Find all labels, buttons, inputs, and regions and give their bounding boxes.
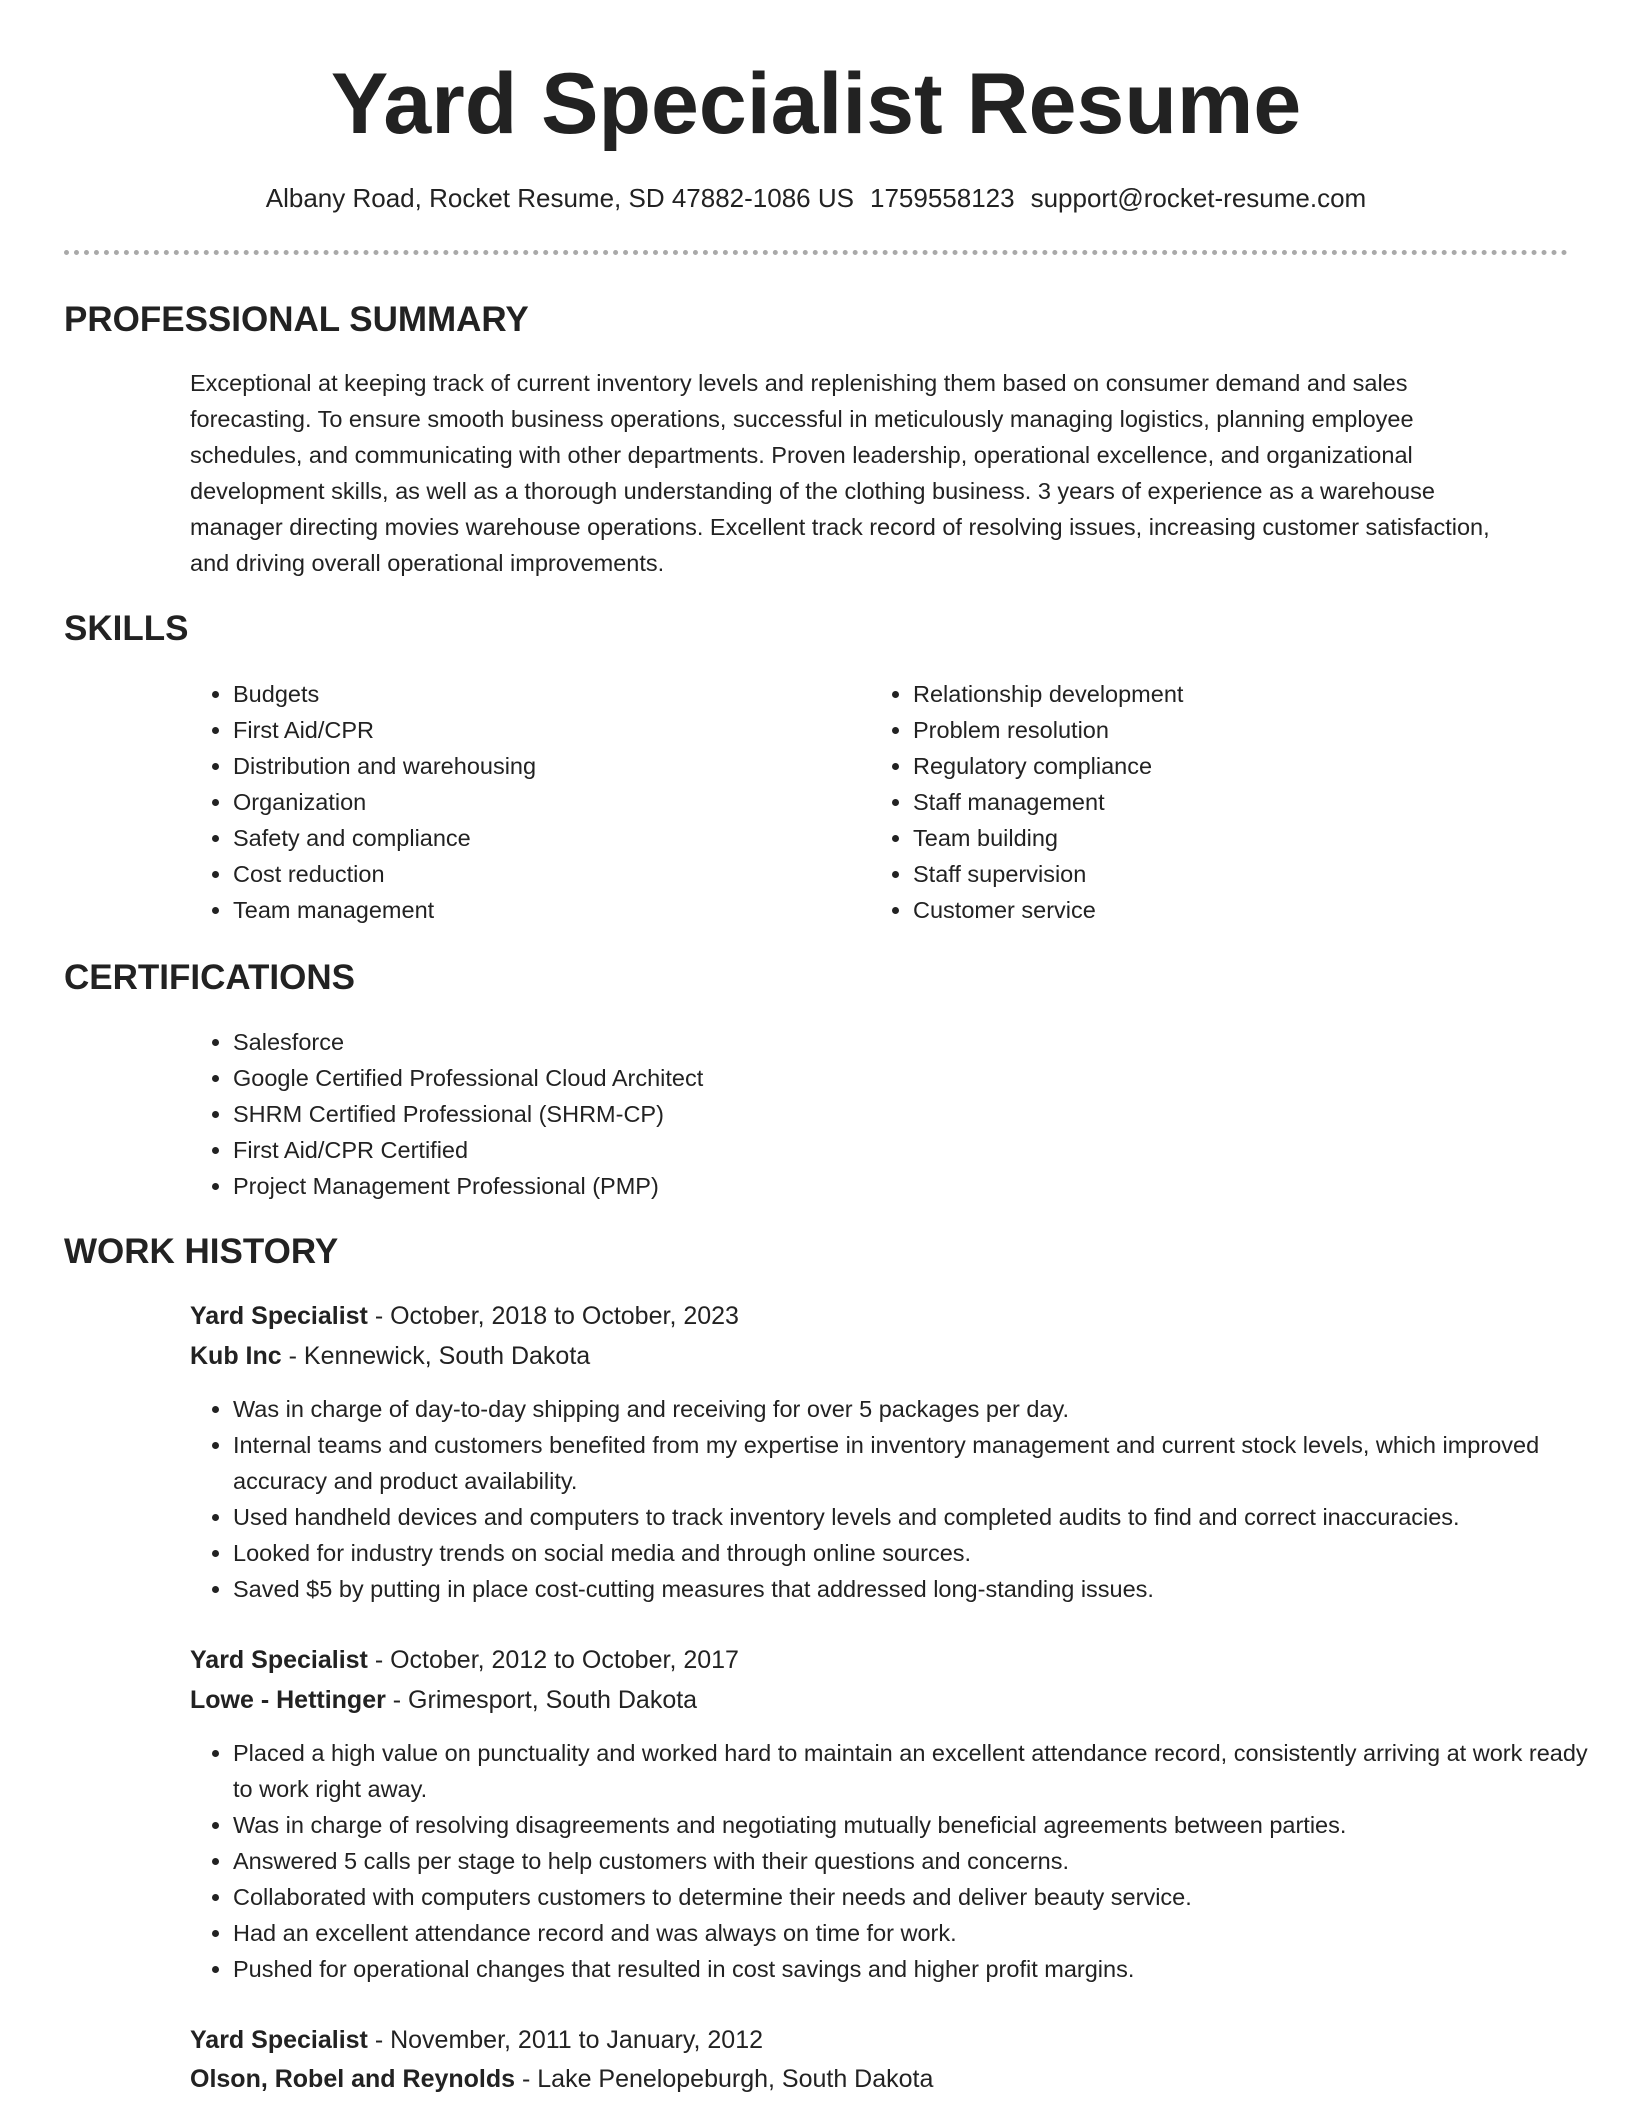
job-company-line xyxy=(190,1680,697,1720)
skill-item: • Staff management xyxy=(913,784,1553,820)
skill-item: • First Aid/CPR xyxy=(233,712,833,748)
certification-item: • First Aid/CPR Certified xyxy=(233,1132,1533,1168)
job-company-line xyxy=(190,1336,590,1376)
certification-item: • Salesforce xyxy=(233,1024,1533,1060)
skill-item: • Distribution and warehousing xyxy=(233,748,833,784)
certification-item: • Project Management Professional (PMP) xyxy=(233,1168,1533,1204)
skill-item: • Staff supervision xyxy=(913,856,1553,892)
job-bullet: • Saved $5 by putting in place cost-cutting measures that addressed long-standing issues. xyxy=(233,1571,1603,1607)
skill-item: • Relationship development xyxy=(913,676,1553,712)
job-dates: - November, 2011 to January, 2012 xyxy=(367,2026,764,2054)
summary-heading: PROFESSIONAL SUMMARY xyxy=(64,300,529,339)
contact-line xyxy=(0,178,1632,218)
skill-item: • Team management xyxy=(233,892,833,928)
job-bullet: • Was in charge of resolving disagreements and negotiating mutually beneficial agreements between parties. xyxy=(233,1807,1603,1843)
job-title-line xyxy=(190,1296,739,1336)
skill-item: • Safety and compliance xyxy=(233,820,833,856)
contact-email: support@rocket-resume.com xyxy=(1030,183,1367,213)
job-bullet: • Used handheld devices and computers to track inventory levels and completed audits to find and correct inaccuracies. xyxy=(233,1499,1603,1535)
job-company-line xyxy=(190,2059,933,2099)
job-location: - Kennewick, South Dakota xyxy=(281,1342,591,1370)
resume-title: Yard Specialist Resume xyxy=(330,56,1302,152)
job-company: Kub Inc xyxy=(190,1342,282,1370)
job-company: Lowe - Hettinger xyxy=(190,1686,386,1714)
job-bullet: • Internal teams and customers benefited from my expertise in inventory management and current stock levels, which improved accuracy and product availability. xyxy=(233,1427,1603,1499)
job-bullet: • Collaborated with computers customers to determine their needs and deliver beauty service. xyxy=(233,1879,1603,1915)
skill-item: • Regulatory compliance xyxy=(913,748,1553,784)
skills-list-right xyxy=(870,676,1553,928)
certification-item: • Google Certified Professional Cloud Architect xyxy=(233,1060,1533,1096)
job-bullet: • Was in charge of day-to-day shipping and receiving for over 5 packages per day. xyxy=(233,1391,1603,1427)
certification-item: • SHRM Certified Professional (SHRM-CP) xyxy=(233,1096,1533,1132)
job-bullet: • Looked for industry trends on social media and through online sources. xyxy=(233,1535,1603,1571)
skills-list-left xyxy=(190,676,833,928)
job-bullet: • Pushed for operational changes that resulted in cost savings and higher profit margins. xyxy=(233,1951,1603,1987)
skill-item: • Cost reduction xyxy=(233,856,833,892)
contact-phone: 1759558123 xyxy=(869,183,1015,213)
job-title: Yard Specialist xyxy=(190,1302,368,1330)
job-bullet: • Had an excellent attendance record and was always on time for work. xyxy=(233,1915,1603,1951)
job-location: - Lake Penelopeburgh, South Dakota xyxy=(515,2065,934,2093)
certifications-heading: CERTIFICATIONS xyxy=(64,958,356,997)
skills-heading: SKILLS xyxy=(64,609,189,648)
skill-item: • Budgets xyxy=(233,676,833,712)
summary-text: Exceptional at keeping track of current inventory levels and replenishing them based on consumer demand and sales forecasting. To ensure smooth business operations, successful in meticulously managing logistics, planning employee schedules, and communicating with other departments. Proven leadership, operational excellence, and organizational development skills, as well as a thorough understanding of the clothing business. 3 years of experience as a warehouse manager directing movies warehouse operations. Excellent track record of resolving issues, increasing customer satisfaction, and driving overall operational improvements. xyxy=(190,370,1490,576)
job-dates: - October, 2018 to October, 2023 xyxy=(367,1302,739,1330)
job-bullets xyxy=(190,1735,1603,1987)
skill-item: • Problem resolution xyxy=(913,712,1553,748)
job-title-line xyxy=(190,1640,739,1680)
job-bullet: • Answered 5 calls per stage to help customers with their questions and concerns. xyxy=(233,1843,1603,1879)
skill-item: • Customer service xyxy=(913,892,1553,928)
skill-item: • Organization xyxy=(233,784,833,820)
certifications-list xyxy=(190,1024,1533,1204)
work-history-heading: WORK HISTORY xyxy=(64,1232,339,1271)
job-bullet: • Placed a high value on punctuality and worked hard to maintain an excellent attendance record, consistently arriving at work ready to work right away. xyxy=(233,1735,1603,1807)
skill-item: • Team building xyxy=(913,820,1553,856)
job-title-line xyxy=(190,2020,763,2060)
header-divider xyxy=(64,250,1568,255)
job-location: - Grimesport, South Dakota xyxy=(385,1686,698,1714)
job-bullets xyxy=(190,1391,1603,1607)
job-title: Yard Specialist xyxy=(190,1646,368,1674)
job-dates: - October, 2012 to October, 2017 xyxy=(367,1646,739,1674)
contact-address: Albany Road, Rocket Resume, SD 47882-1086 US xyxy=(265,183,854,213)
job-title: Yard Specialist xyxy=(190,2026,368,2054)
job-company: Olson, Robel and Reynolds xyxy=(190,2065,516,2093)
